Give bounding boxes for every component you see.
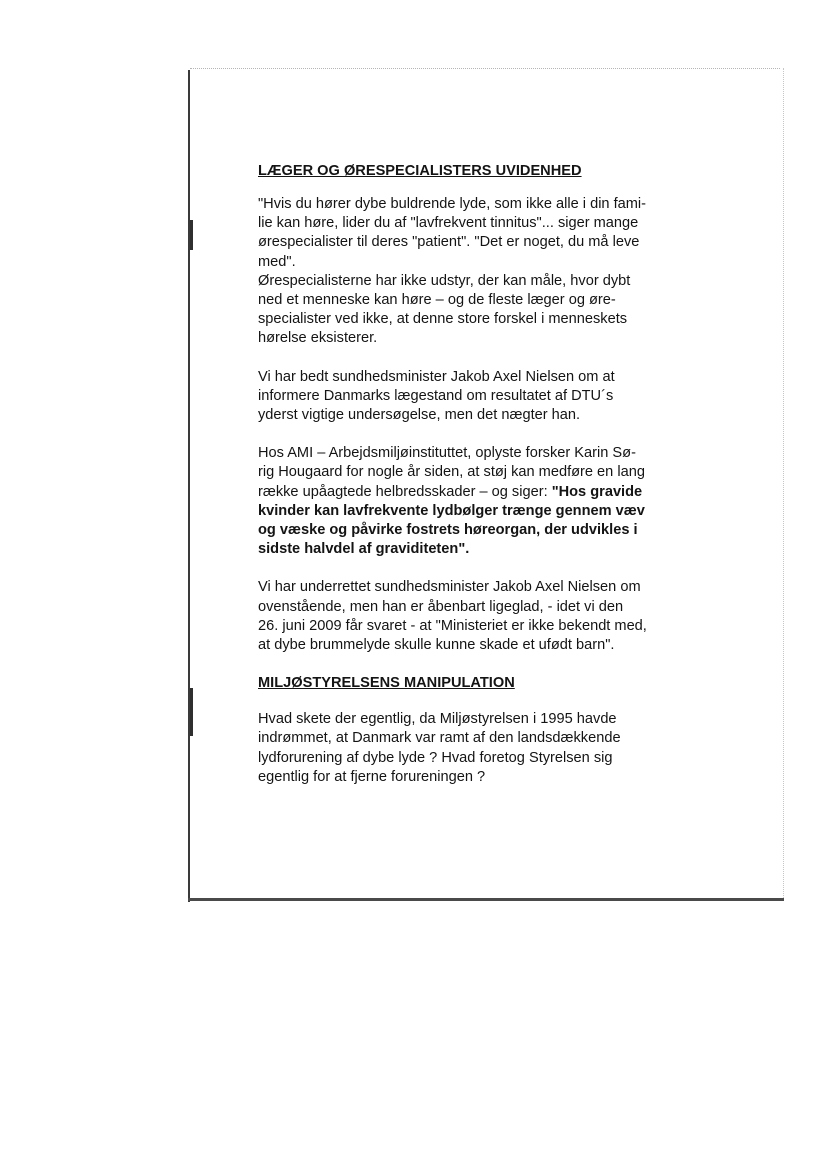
line-text: række upåagtede helbredsskader – og siger:: [258, 483, 552, 500]
line-text: indrømmet, at Danmark var ramt af den landsdækkende: [258, 730, 621, 747]
line-text: og væske og påvirke fostrets høreorgan, der udvikles i: [258, 522, 638, 539]
paragraph: [258, 444, 714, 559]
line-text: sidste halvdel af graviditeten".: [258, 541, 470, 558]
text-line: [258, 291, 714, 310]
line-text: 26. juni 2009 får svaret - at "Ministeriet er ikke bekendt med,: [258, 617, 647, 634]
line-text: ørespecialister til deres "patient". "Det er noget, du må leve: [258, 234, 640, 251]
text-line: [258, 463, 714, 482]
line-text: "Hvis du hører dybe buldrende lyde, som ikke alle i din fami-: [258, 196, 647, 212]
paragraph: [258, 710, 714, 787]
text-line: [258, 636, 714, 655]
text-line: [258, 272, 714, 291]
line-text: Ørespecialisterne har ikke udstyr, der kan måle, hvor dybt: [258, 272, 631, 289]
paragraph: [258, 368, 714, 426]
text-line: [258, 710, 714, 729]
text-line: [258, 749, 714, 768]
text-line: [258, 368, 714, 387]
text-line: [258, 502, 714, 521]
section1-body: [258, 195, 714, 655]
text-line: [258, 329, 714, 348]
frame-bottom-border: [188, 898, 784, 901]
line-bold-tail: "Hos gravide: [551, 483, 643, 500]
paragraph: [258, 578, 714, 655]
text-line: [258, 617, 714, 636]
line-text: egentlig for at fjerne forureningen ?: [258, 768, 486, 785]
text-line: [258, 233, 714, 252]
text-line: [258, 578, 714, 597]
frame-top-border: [190, 68, 780, 69]
line-text: yderst vigtige undersøgelse, men det nægter han.: [258, 407, 581, 424]
text-line: [258, 483, 714, 502]
text-line: [258, 768, 714, 787]
line-text: Hos AMI – Arbejdsmiljøinstituttet, oplyste forsker Karin Sø-: [258, 445, 636, 462]
line-text: med".: [258, 253, 296, 270]
text-line: [258, 310, 714, 329]
line-text: lydforurening af dybe lyde ? Hvad foretog Styrelsen sig: [258, 749, 613, 766]
line-text: Vi har bedt sundhedsminister Jakob Axel Nielsen om at: [258, 368, 615, 385]
text-line: [258, 253, 714, 272]
line-text: Vi har underrettet sundhedsminister Jakob Axel Nielsen om: [258, 579, 641, 596]
line-text: Hvad skete der egentlig, da Miljøstyrelsen i 1995 havde: [258, 711, 617, 728]
text-line: [258, 214, 714, 233]
text-line: [258, 521, 714, 540]
section-heading-environment-agency: MILJØSTYRELSENS MANIPULATION: [258, 675, 515, 692]
line-text: informere Danmarks lægestand om resultatet af DTU´s: [258, 387, 614, 404]
text-line: [258, 387, 714, 406]
frame-left-border: [188, 70, 190, 902]
text-line: [258, 729, 714, 748]
text-line: [258, 444, 714, 463]
line-text: rig Hougaard for nogle år siden, at støj kan medføre en lang: [258, 464, 645, 481]
text-line: [258, 598, 714, 617]
paragraph: [258, 195, 714, 349]
section2-body: [258, 710, 714, 787]
line-text: ovenstående, men han er åbenbart ligeglad, - idet vi den: [258, 598, 624, 615]
scan-mark: [190, 688, 193, 736]
frame-right-border: [783, 68, 784, 900]
line-text: hørelse eksisterer.: [258, 330, 378, 347]
line-text: ned et menneske kan høre – og de fleste læger og øre-: [258, 292, 616, 309]
text-line: [258, 195, 714, 214]
line-text: lie kan høre, lider du af "lavfrekvent tinnitus"... siger mange: [258, 215, 639, 232]
scan-mark: [190, 220, 193, 250]
line-text: at dybe brummelyde skulle kunne skade et ufødt barn".: [258, 637, 615, 654]
line-text: specialister ved ikke, at denne store forskel i menneskets: [258, 311, 628, 328]
line-text: kvinder kan lavfrekvente lydbølger trænge gennem væv: [258, 502, 645, 519]
section-heading-doctors: LÆGER OG ØRESPECIALISTERS UVIDENHED: [258, 163, 582, 179]
text-line: [258, 540, 714, 559]
text-line: [258, 406, 714, 425]
article-body: [258, 162, 714, 806]
